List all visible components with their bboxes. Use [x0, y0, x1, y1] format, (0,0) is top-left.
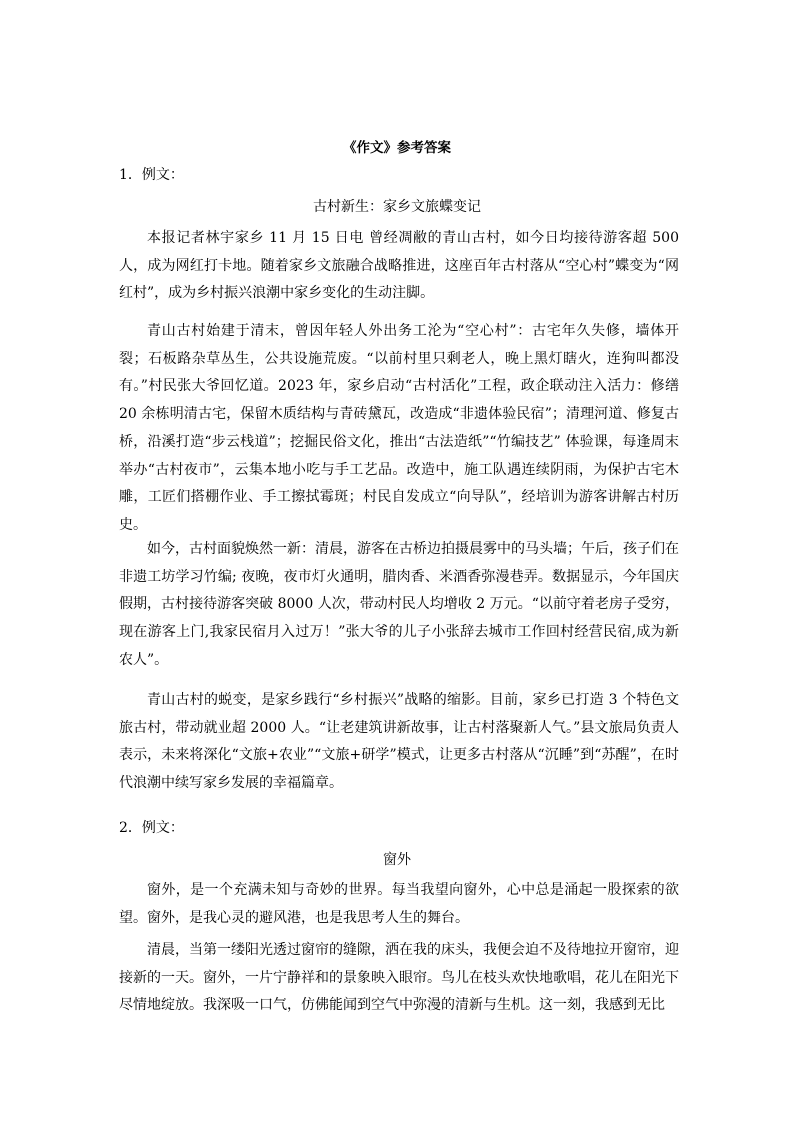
essay-1-paragraph-4: 青山古村的蜕变，是家乡践行“乡村振兴”战略的缩影。目前，家乡已打造 3 个特色文旅古村，带动就业超 2000 人。“让老建筑讲新故事，让古村落聚新人气。”县文旅局负责人表示，未来将深化“文旅+农业”“文旅+研学”模式，让更多古村落从“沉睡”到“苏醒”，在时代浪潮中续写家乡发展的幸福篇章。	[119, 692, 679, 792]
essay-2-paragraph-1: 窗外，是一个充满未知与奇妙的世界。每当我望向窗外，心中总是涌起一股探索的欲望。窗外，是我心灵的避风港，也是我思考人生的舞台。	[119, 882, 679, 926]
essay-2-title: 窗外	[383, 852, 411, 868]
section-1-label: 1．例文：	[119, 167, 184, 183]
essay-1-title: 古村新生：家乡文旅蝶变记	[313, 199, 481, 215]
essay-1-paragraph-1: 本报记者林宇家乡 11 月 15 日电 曾经凋敝的青山古村，如今日均接待游客超 500 人，成为网红打卡地。随着家乡文旅融合战略推进，这座百年古村落从“空心村”蝶变为“网红村”，成为乡村振兴浪潮中家乡变化的生动注脚。	[119, 230, 679, 302]
document-title: 《作文》参考答案	[343, 140, 451, 156]
essay-1-paragraph-2: 青山古村始建于清末，曾因年轻人外出务工沦为“空心村”：古宅年久失修，墙体开裂；石板路杂草丛生，公共设施荒废。“以前村里只剩老人，晚上黑灯瞎火，连狗叫都没有。”村民张大爷回忆道。2023 年，家乡启动“古村活化”工程，政企联动注入活力：修缮 20 余栋明清古宅，保留木质结构与青砖黛瓦，改造成“非遗体验民宿”；清理河道、修复古桥，沿溪打造“步云栈道”；挖掘民俗文化，推出“古法造纸”“竹编技艺” 体验课，每逢周末举办“古村夜市”，云集本地小吃与手工艺品。改造中，施工队遇连续阴雨，为保护古宅木雕，工匠们搭棚作业、手工擦拭霉斑；村民自发成立“向导队”，经培训为游客讲解古村历史。	[119, 323, 679, 533]
essay-1-paragraph-3: 如今，古村面貌焕然一新：清晨，游客在古桥边拍摄晨雾中的马头墙；午后，孩子们在非遗工坊学习竹编; 夜晚，夜市灯火通明，腊肉香、米酒香弥漫巷弄。数据显示，今年国庆假期，古村接待游客突破 8000 人次，带动村民人均增收 2 万元。“以前守着老房子受穷，现在游客上门,我家民宿月入过万！”张大爷的儿子小张辞去城市工作回村经营民宿,成为新农人”。	[119, 541, 679, 668]
essay-2-paragraph-2: 清晨，当第一缕阳光透过窗帘的缝隙，洒在我的床头，我便会迫不及待地拉开窗帘，迎接新的一天。窗外，一片宁静祥和的景象映入眼帘。鸟儿在枝头欢快地歌唱，花儿在阳光下尽情地绽放。我深吸一口气，仿佛能闻到空气中弥漫的清新与生机。这一刻，我感到无比	[119, 942, 679, 1014]
section-2-label: 2．例文：	[119, 820, 184, 836]
